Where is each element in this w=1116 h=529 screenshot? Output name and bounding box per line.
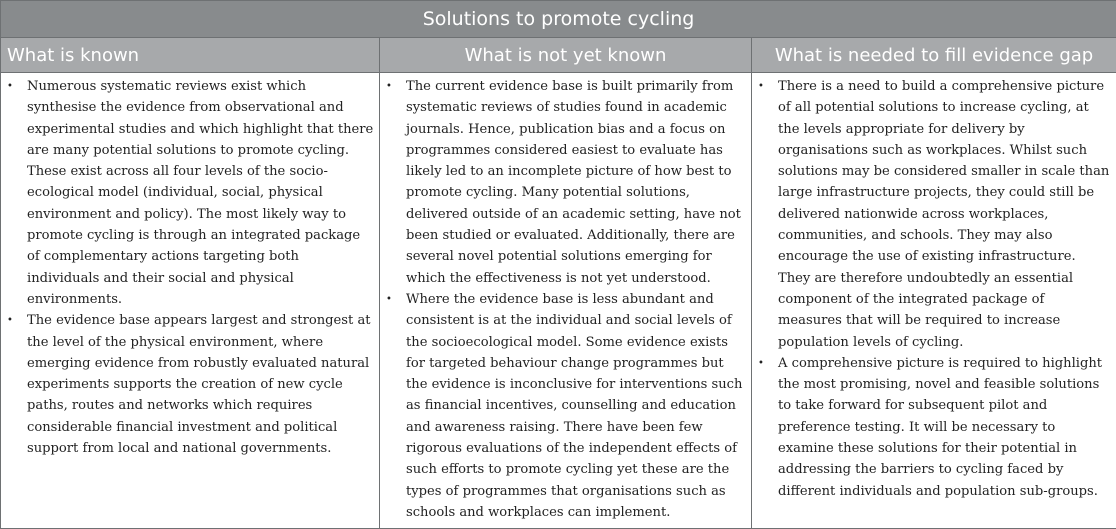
bullet-icon: • xyxy=(7,315,13,327)
bullet-icon: • xyxy=(758,81,764,92)
list-item xyxy=(754,353,1112,502)
bullet-icon: • xyxy=(758,357,764,369)
bullet-text: The current evidence base is built primarily from systematic reviews of studies found in academic journals. Hence, publication bias and a focus on programmes considered easiest to evaluate has likely led to an incomplete picture of how best to promote cycling. Many potential solutions, delivered outside of an academic setting, have not been studied or evaluated. Additionally, there are several novel potential solutions emerging for which the effectiveness is not yet understood. xyxy=(406,79,741,286)
column-header-needed: What is needed to fill evidence gap xyxy=(752,38,1116,73)
column-header-not-known: What is not yet known xyxy=(380,38,752,73)
needed-list xyxy=(754,76,1112,502)
bullet-text: There is a need to build a comprehensive picture of all potential solutions to increase cycling, at the levels appropriate for delivery by organisations such as workplaces. Whilst such solutions may be considered smaller in scale than large infrastructure projects, they could still be delivered nationwide across workplaces, communities, and schools. They may also encourage the use of existing infrastructure. They are therefore undoubtedly an essential component of the integrated package of measures that will be required to increase population levels of cycling. xyxy=(778,79,1110,350)
bullet-text: Where the evidence base is less abundant and consistent is at the individual and social levels of the socioecological model. Some evidence exists for targeted behaviour change programmes but the evidence is inconclusive for interventions such as financial incentives, counselling and education and awareness raising. There have been few rigorous evaluations of the independent effects of such efforts to promote cycling yet these are the types of programmes that organisations such as schools and workplaces can implement. xyxy=(406,291,743,520)
known-list xyxy=(3,76,375,459)
bullet-icon: • xyxy=(386,293,392,305)
not-known-cell xyxy=(380,73,752,529)
bullet-icon: • xyxy=(386,81,392,92)
bullet-text: The evidence base appears largest and strongest at the level of the physical environment, where emerging evidence from robustly evaluated natural experiments supports the creation of new cycle paths, routes and networks which requires considerable financial investment and political support from local and national governments. xyxy=(27,313,371,457)
column-header-known: What is known xyxy=(1,38,380,73)
list-item xyxy=(754,76,1112,353)
known-cell xyxy=(1,73,380,529)
table-title: Solutions to promote cycling xyxy=(1,1,1116,38)
bullet-icon: • xyxy=(7,81,13,92)
list-item xyxy=(382,76,747,289)
list-item xyxy=(3,310,375,459)
list-item xyxy=(382,289,747,523)
not-known-list xyxy=(382,76,747,523)
list-item xyxy=(3,76,375,310)
bullet-text: Numerous systematic reviews exist which synthesise the evidence from observational and experimental studies and which highlight that there are many potential solutions to promote cycling. These exist across all four levels of the socio-ecological model (individual, social, physical environment and policy). The most likely way to promote cycling is through an integrated package of complementary actions targeting both individuals and their social and physical environments. xyxy=(27,79,374,307)
needed-cell xyxy=(752,73,1116,529)
bullet-text: A comprehensive picture is required to highlight the most promising, novel and feasible solutions to take forward for subsequent pilot and preference testing. It will be necessary to examine these solutions for their potential in addressing the barriers to cycling faced by different individuals and population sub-groups. xyxy=(778,355,1103,499)
